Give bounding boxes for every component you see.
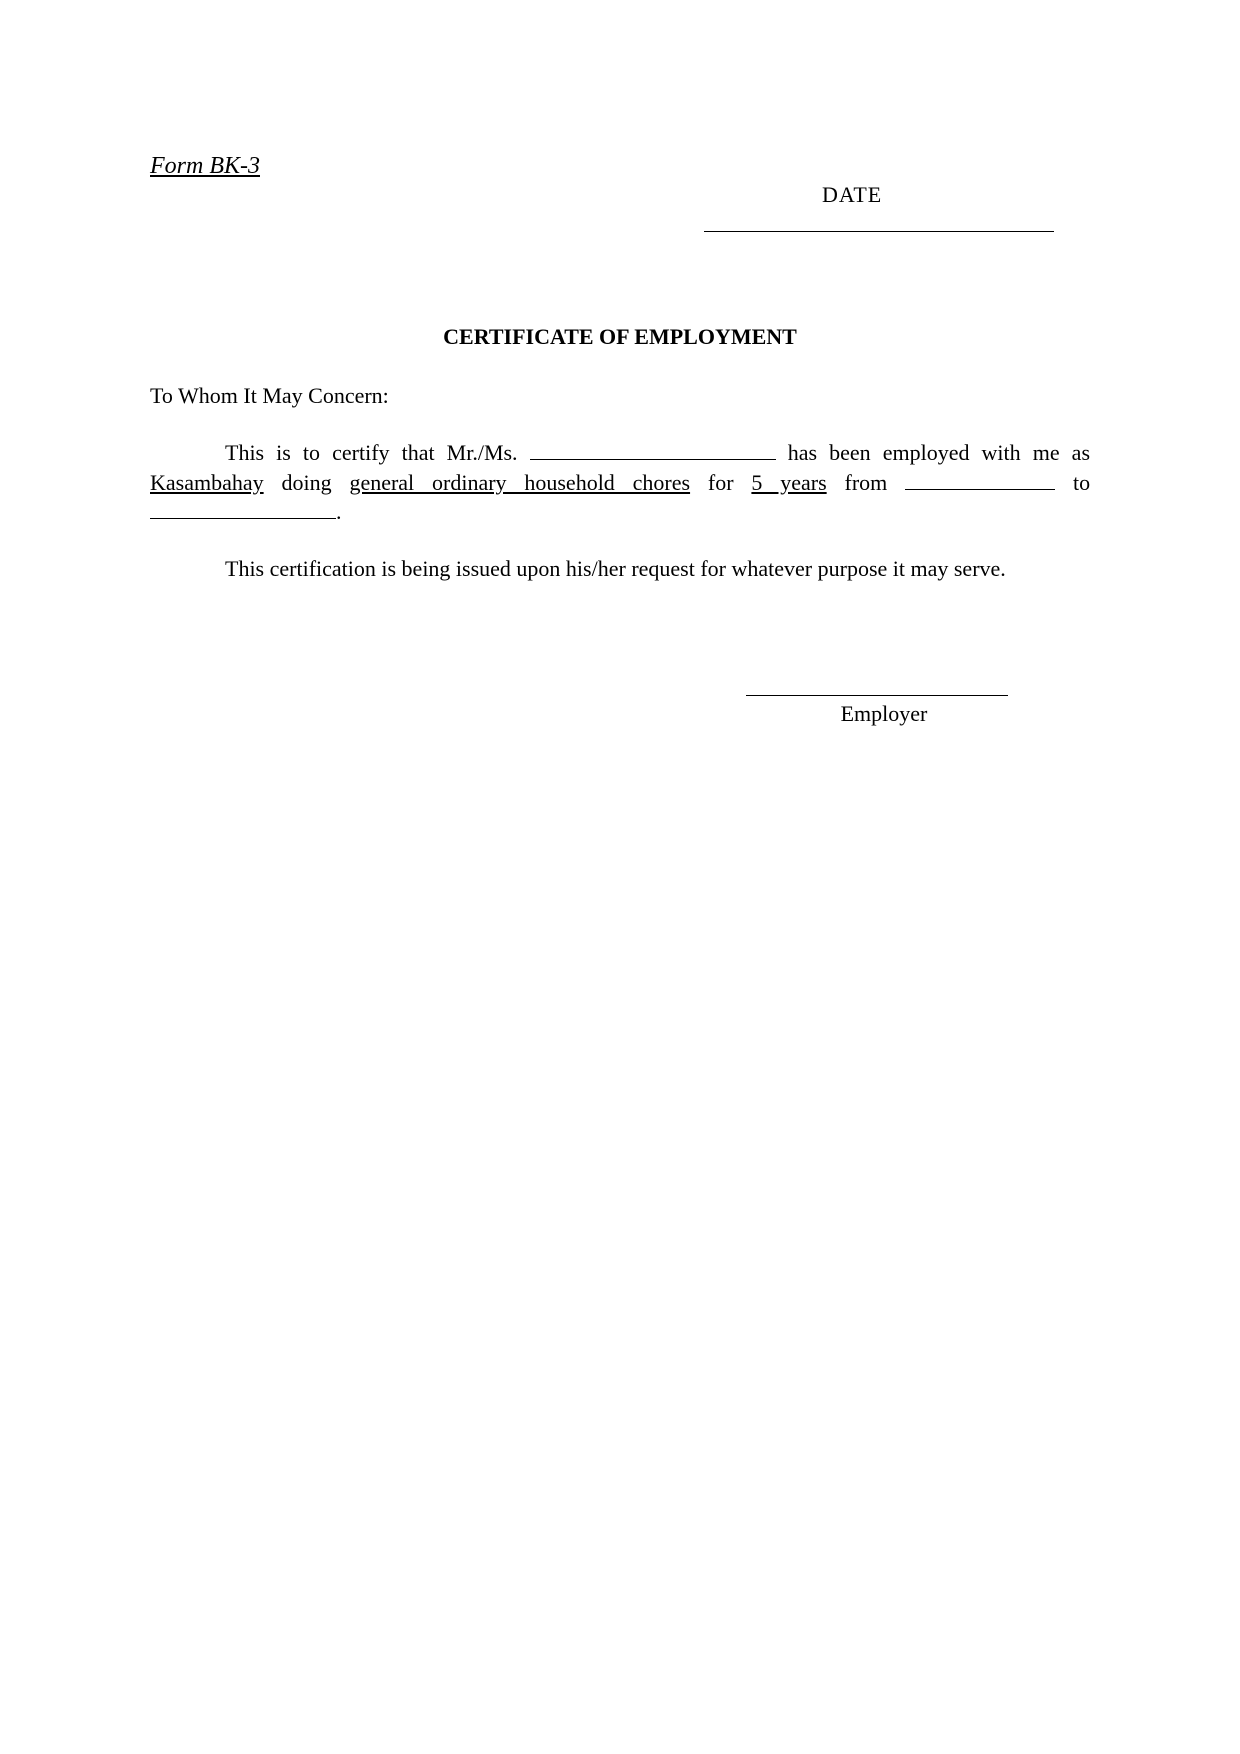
from-text: from [844,469,888,495]
employer-label: Employer [840,701,928,726]
start-date-blank [905,469,1055,490]
position-text: Kasambahay [150,469,264,495]
doing-text: doing [281,469,332,495]
end-period: . [336,499,342,524]
purpose-text: This certification is being issued upon his/her request for whatever purpose it may serve. [225,556,1006,581]
duties-text: general ordinary household chores [349,469,691,495]
date-label: DATE [822,182,883,207]
for-text: for [707,469,734,495]
purpose-paragraph [150,554,1090,584]
document-title: CERTIFICATE OF EMPLOYMENT [443,324,797,349]
employed-text: has been employed with me as [787,440,1091,465]
to-text: to [1072,469,1091,495]
salutation: To Whom It May Concern: [150,383,389,408]
date-blank-line [704,231,1054,232]
end-date-blank [150,498,336,519]
certify-text: This is to certify that Mr./Ms. [225,440,518,465]
form-label: Form BK-3 [150,153,260,179]
signature-line [746,695,1008,696]
employee-name-blank [530,439,776,460]
duration-text: 5 years [751,469,827,495]
certification-paragraph [150,438,1090,527]
